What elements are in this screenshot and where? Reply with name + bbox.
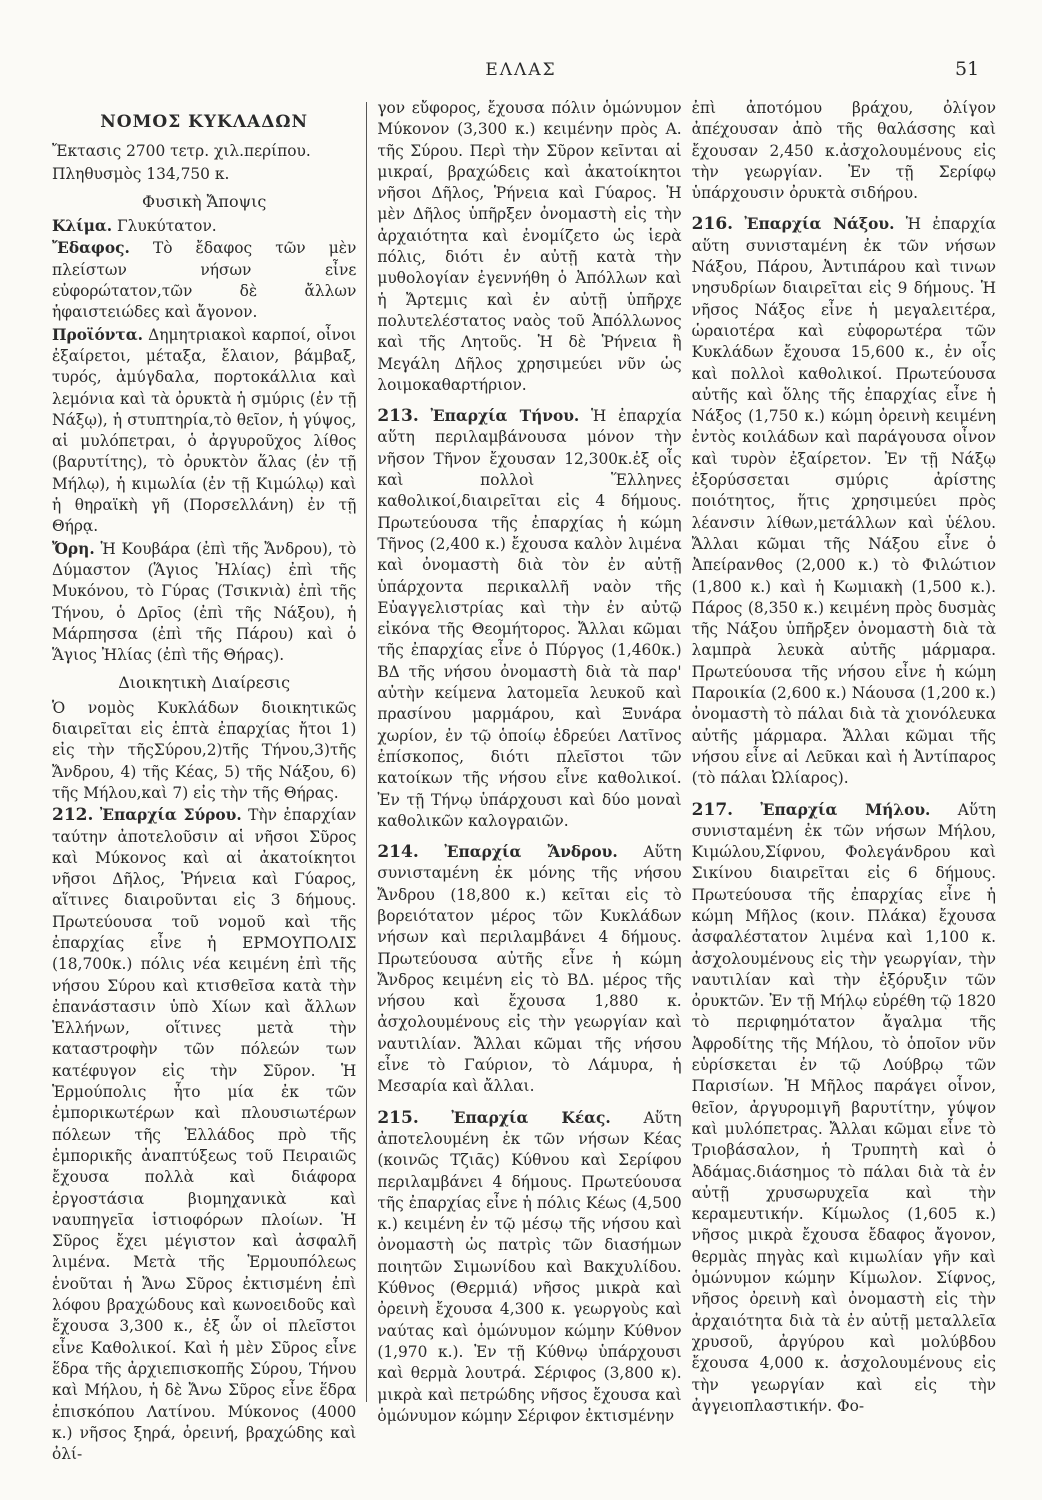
physical-heading: Φυσικὴ Ἄποψις	[141, 191, 267, 211]
page-number: 51	[955, 58, 980, 80]
section-212	[52, 805, 356, 1465]
population-line: Πληθυσμὸς 134,750 κ.	[52, 164, 230, 183]
section-214-number: 214.	[377, 842, 419, 863]
section-212-continued: γον εὔφορος, ἔχουσα πόλιν ὁμώνυμον Μύκονον (3,300 κ.) κειμένην πρὸς Α. τῆς Σύρου. Περὶ τὴν Σῦρον κεῖνται αἱ μικραί, βραχώδεις καὶ ἀκατοίκητοι νῆσοι Δῆλος, Ῥήνεια καὶ Γύαρος. Ἡ μὲν Δῆλος ὑπῆρξεν ὀνομαστὴ εἰς τὴν ἀρχαιότητα καὶ ἐνομίζετο ὡς ἱερὰ πόλις, διότι ἐν αὐτῇ κατὰ τὴν μυθολογίαν ἐγεννήθη ὁ Ἀπόλλων καὶ ἡ Ἄρτεμις καὶ ἐν αὐτῇ ὑπῆρχε πολυτελέστατος ναὸς τοῦ Ἀπόλλωνος καὶ τῆς Λητοῦς. Ἡ δὲ Ῥήνεια ἢ Μεγάλη Δῆλος χρησιμεύει νῦν ὡς λοιμοκαθαρτήριον.	[377, 99, 682, 394]
admin-paragraph: Ὁ νομὸς Κυκλάδων διοικητικῶς διαιρεῖται εἰς ἑπτὰ ἐπαρχίας ἤτοι 1) εἰς τὴν τῆςΣύρου,2)τῆς Τήνου,3)τῆς Ἄνδρου, 4) τῆς Κέας, 5) τῆς Νάξου, 6) τῆς Μήλου,καὶ 7) εἰς τὴν τῆς Θήρας.	[52, 698, 357, 802]
products-text: Δημητριακοὶ καρποί, οἶνοι ἐξαίρετοι, μέταξα, ἔλαιον, βάμβαξ, τυρός, ἀμύγδαλα, πορτοκάλλια καὶ λεμόνια καὶ τὰ ὀρυκτὰ ἡ σμύρις (ἐν τῇ Νάξῳ), ἡ στυπτηρία,τὸ θεῖον, ἡ γύψος, αἱ μυλόπετραι, ὁ ἀργυροῦχος λίθος (βαρυτίτης), τὸ ὀρυκτὸν ἅλας (ἐν τῇ Μήλῳ), ἡ κιμωλία (ἐν τῇ Κιμώλῳ) καὶ ἡ θηραϊκὴ γῆ (Πορσελλάνη) ἐν τῇ Θήρᾳ.	[52, 325, 357, 536]
section-215-text: Αὕτη ἀποτελουμένη ἐκ τῶν νήσων Κέας (κοινῶς Τζιᾶς) Κύθνου καὶ Σερίφου περιλαμβάνει 4 δήμους. Πρωτεύουσα τῆς ἐπαρχίας εἶνε ἡ πόλις Κέως (4,500 κ.) κειμένη ἐν τῷ μέσῳ τῆς νήσου καὶ ὀνομαστὴ ὡς πατρὶς τῶν διασήμων ποιητῶν Σιμωνίδου καὶ Βακχυλίδου. Κύθνος (Θερμιά) νῆσος μικρὰ καὶ ὀρεινὴ ἔχουσα 4,300 κ. γεωργοὺς καὶ ναύτας καὶ ὁμώνυμον κώμην Κύθνον (1,970 κ.). Ἐν τῇ Κύθνῳ ὑπάρχουσι καὶ θερμὰ λουτρά. Σέριφος (3,800 κ). μικρὰ καὶ πετρώδης νῆσος ἔχουσα καὶ ὁμώνυμον κώμην Σέριφον ἐκτισμένην	[377, 1108, 682, 1425]
section-217	[692, 800, 996, 1418]
text-columns	[52, 98, 996, 1468]
mountains-text: Ἡ Κουβάρα (ἐπὶ τῆς Ἄνδρου), τὸ Δύμαστον (Ἅγιος Ἠλίας) ἐπὶ τῆς Μυκόνου, τὸ Γύρας (Τσικνιὰ) ἐπὶ τῆς Τήνου, ὁ Δρῖος (ἐπὶ τῆς Νάξου), ἡ Μάρπησσα (ἐπὶ τῆς Πάρου) καὶ ὁ Ἅγιος Ἠλίας (ἐπὶ τῆς Θήρας).	[52, 539, 357, 665]
section-215	[377, 1108, 681, 1427]
nomos-title: ΝΟΜΟΣ ΚΥΚΛΑΔΩΝ	[100, 112, 309, 132]
climate-paragraph	[52, 216, 356, 237]
section-213-title: Ἐπαρχία Τήνου.	[430, 407, 580, 426]
mountains-label: Ὄρη.	[52, 539, 95, 558]
section-212-number: 212.	[52, 805, 94, 826]
section-213-number: 213.	[377, 406, 419, 427]
column-rule	[366, 102, 367, 1402]
section-215-number: 215.	[377, 1107, 419, 1128]
section-212-text: Τὴν ἐπαρχίαν ταύτην ἀποτελοῦσιν αἱ νῆσοι Σῦρος καὶ Μύκονος καὶ αἱ ἀκατοίκητοι νῆσοι Δῆλος, Ῥήνεια καὶ Γύαρος, αἵτινες διαιροῦνται εἰς 3 δήμους. Πρωτεύουσα τοῦ νομοῦ καὶ τῆς ἐπαρχίας εἶνε ἡ ΕΡΜΟΥΠΟΛΙΣ (18,700κ.) πόλις νέα κειμένη ἐπὶ τῆς νήσου Σύρου καὶ κτισθεῖσα κατὰ τὴν ἐπανάστασιν ὑπὸ Χίων καὶ ἄλλων Ἑλλήνων, οἵτινες μετὰ τὴν καταστροφὴν τῶν πόλεών των κατέφυγον εἰς τὴν Σῦρον. Ἡ Ἑρμούπολις ἦτο μία ἐκ τῶν ἐμπορικωτέρων καὶ πλουσιωτέρων πόλεων τῆς Ἑλλάδος πρὸ τῆς ἐμπορικῆς ἀναπτύξεως τοῦ Πειραιῶς ἔχουσα πολλὰ καὶ διάφορα ἐργοστάσια βιομηχανικὰ καὶ ναυπηγεῖα ἱστιοφόρων πλοίων. Ἡ Σῦρος ἔχει μέγιστον καὶ ἀσφαλῆ λιμένα. Μετὰ τῆς Ἑρμουπόλεως ἑνοῦται ἡ Ἄνω Σῦρος ἐκτισμένη ἐπὶ λόφου βραχώδους καὶ κωνοειδοῦς καὶ ἔχουσα 3,300 κ., ἐξ ὧν οἱ πλεῖστοι εἶνε Καθολικοί. Καὶ ἡ μὲν Σῦρος εἶνε ἕδρα τῆς ἀρχιεπισκοπῆς Σύρου, Τήνου καὶ Μήλου, ἡ δὲ Ἄνω Σῦρος εἶνε ἕδρα ἐπισκόπου Λατίνου. Μύκονος (4000 κ.) νῆσος ξηρά, ὀρεινή, βραχώδης καὶ ὀλί-	[52, 806, 357, 1464]
section-217-title: Ἐπαρχία Μήλου.	[760, 800, 931, 819]
soil-paragraph	[52, 238, 356, 323]
section-215-title: Ἐπαρχία Κέας.	[451, 1108, 611, 1127]
section-214-text: Αὕτη συνισταμένη ἐκ μόνης τῆς νήσου Ἄνδρου (18,800 κ.) κεῖται εἰς τὸ βορειότατον μέρος τῶν Κυκλάδων νήσων καὶ περιλαμβάνει 4 δήμους. Πρωτεύουσα αὐτῆς εἶνε ἡ κώμη Ἄνδρος κειμένη εἰς τὸ ΒΔ. μέρος τῆς νήσου καὶ ἔχουσα 1,880 κ. ἀσχολουμένους εἰς τὴν γεωργίαν καὶ ναυτιλίαν. Ἄλλαι κῶμαι τῆς νήσου εἶνε τὸ Γαύριον, τὸ Λάμυρα, ἡ Μεσαρία καὶ ἄλλαι.	[377, 843, 682, 1096]
section-216-text: Ἡ ἐπαρχία αὕτη συνισταμένη ἐκ τῶν νήσων Νάξου, Πάρου, Ἀντιπάρου καὶ τινων νησυδρίων διαιρεῖται εἰς 9 δήμους. Ἡ νῆσος Νάξος εἶνε ἡ μεγαλειτέρα, ὡραιοτέρα καὶ εὐφορωτέρα τῶν Κυκλάδων ἔχουσα 15,600 κ., ἐν οἷς καὶ πολλοὶ καθολικοί. Πρωτεύουσα αὐτῆς καὶ ὅλης τῆς ἐπαρχίας εἶνε ἡ Νάξος (1,750 κ.) κώμη ὀρεινὴ κειμένη ἐντὸς κοιλάδων καὶ παράγουσα οἶνον καὶ τυρὸν ἐξαίρετον. Ἐν τῇ Νάξῳ ἐξορύσσεται σμύρις ἀρίστης ποιότητος, ἥτις χρησιμεύει πρὸς λέανσιν λίθων,μετάλλων καὶ ὑέλου. Ἄλλαι κῶμαι τῆς Νάξου εἶνε ὁ Ἀπείρανθος (2,000 κ.) τὸ Φιλώτιον (1,800 κ.) καὶ ἡ Κωμιακὴ (1,500 κ.). Πάρος (8,350 κ.) κειμένη πρὸς δυσμὰς τῆς Νάξου ὑπῆρξεν ὀνομαστὴ διὰ τὰ λαμπρὰ λευκὰ αὐτῆς μάρμαρα. Πρωτεύουσα τῆς νήσου εἶνε ἡ κώμη Παροικία (2,600 κ.) Νάουσα (1,200 κ.) ὀνομαστὴ τὸ πάλαι διὰ τὰ χιονόλευκα αὐτῆς μάρμαρα. Ἄλλαι κῶμαι τῆς νήσου εἶνε αἱ Λεῦκαι καὶ ἡ Ἀντίπαρος (τὸ πάλαι Ὠλίαρος).	[691, 215, 996, 788]
section-212-title: Ἐπαρχία Σύρου.	[99, 806, 242, 825]
soil-label: Ἔδαφος.	[52, 239, 130, 258]
products-paragraph	[52, 325, 356, 538]
admin-heading: Διοικητικὴ Διαίρεσις	[118, 673, 291, 693]
soil-text: Τὸ ἔδαφος τῶν μὲν πλείστων νήσων εἶνε εὐφορώτατον,τῶν δὲ ἄλλων ἡφαιστειώδες καὶ ἄγονον.	[52, 239, 357, 322]
climate-label: Κλίμα.	[52, 217, 113, 236]
column-1	[52, 98, 356, 1468]
column-2	[377, 98, 681, 1468]
section-215-continued: ἐπὶ ἀποτόμου βράχου, ὀλίγον ἀπέχουσαν ἀπὸ τῆς θαλάσσης καὶ ἔχουσαν 2,450 κ.ἀσχολουμένους εἰς τὴν γεωργίαν. Ἐν τῇ Σερίφῳ ὑπάρχουσιν ὀρυκτὰ σιδήρου.	[691, 99, 996, 203]
column-3	[692, 98, 996, 1468]
section-216-number: 216.	[691, 214, 734, 235]
products-label: Προϊόντα.	[52, 325, 143, 344]
section-217-number: 217.	[691, 799, 734, 820]
mountains-paragraph	[52, 539, 356, 667]
section-213-text: Ἡ ἐπαρχία αὕτη περιλαμβάνουσα μόνον τὴν νῆσον Τῆνον ἔχουσαν 12,300κ.ἐξ οἷς καὶ πολλοὶ Ἕλληνες καθολικοί,διαιρεῖται εἰς 4 δήμους. Πρωτεύουσα τῆς ἐπαρχίας ἡ κώμη Τῆνος (2,400 κ.) ἔχουσα καλὸν λιμένα καὶ ὀνομαστὴ διὰ τὸν ἐν αὐτῇ ὑπάρχοντα περικαλλῆ ναὸν τῆς Εὐαγγελιστρίας καὶ τὴν ἐν αὐτῷ εἰκόνα τῆς Θεομήτορος. Ἄλλαι κῶμαι τῆς ἐπαρχίας εἶνε ὁ Πύργος (1,460κ.) ΒΔ τῆς νήσου ὀνομαστὴ διὰ τὰ παρ' αὐτὴν κείμενα λατομεῖα λευκοῦ καὶ πρασίνου μαρμάρου, καὶ Ξυνάρα χωρίον, ἐν τῷ ὁποίῳ ἑδρεύει Λατῖνος ἐπίσκοπος, διότι πλεῖστοι τῶν κατοίκων τῆς νήσου εἶνε καθολικοί. Ἐν τῇ Τήνῳ ὑπάρχουσι καὶ δύο μοναὶ καθολικῶν καλογραιῶν.	[377, 407, 682, 830]
section-217-text: Αὕτη συνισταμένη ἐκ τῶν νήσων Μήλου, Κιμώλου,Σίφνου, Φολεγάνδρου καὶ Σικίνου διαιρεῖται εἰς 6 δήμους. Πρωτεύουσα τῆς ἐπαρχίας εἶνε ἡ κώμη Μῆλος (κοιν. Πλάκα) ἔχουσα ἀσφαλέστατον λιμένα καὶ 1,100 κ. ἀσχολουμένους εἰς τὴν γεωργίαν, τὴν ναυτιλίαν καὶ τὴν ἐξόρυξιν τῶν ὀρυκτῶν. Ἐν τῇ Μήλῳ εὑρέθη τῷ 1820 τὸ περιφημότατον ἄγαλμα τῆς Ἀφροδίτης τῆς Μήλου, τὸ ὁποῖον νῦν εὑρίσκεται ἐν τῷ Λούβρῳ τῶν Παρισίων. Ἡ Μῆλος παράγει οἶνον, θεῖον, ἀργυρομιγῆ βαρυτίτην, γύψον καὶ μυλόπετρας. Ἄλλαι κῶμαι εἶνε τὸ Τριοβάσαλον, ἡ Τρυπητὴ καὶ ὁ Ἀδάμας.διάσημος τὸ πάλαι διὰ τὰ ἐν αὐτῇ χρυσωρυχεῖα καὶ τὴν κεραμευτικήν. Κίμωλος (1,605 κ.) νῆσος μικρὰ ἔχουσα ἔδαφος ἄγονον, θερμὰς πηγὰς καὶ κιμωλίαν γῆν καὶ ὁμώνυμον κώμην Κίμωλον. Σίφνος, νῆσος ὀρεινὴ καὶ ὀνομαστὴ εἰς τὴν ἀρχαιότητα διὰ τὰ ἐν αὐτῇ μεταλλεῖα χρυσοῦ, ἀργύρου καὶ μολύβδου ἔχουσα 4,000 κ. ἀσχολουμένους εἰς τὴν γεωργίαν καὶ εἰς τὴν ἀγγειοπλαστικήν. Φο-	[691, 800, 996, 1415]
area-line: Ἔκτασις 2700 τετρ. χιλ.περίπου.	[52, 142, 311, 161]
section-216	[692, 214, 996, 789]
section-214-title: Ἐπαρχία Ἄνδρου.	[444, 843, 618, 862]
running-head: ΕΛΛΑΣ	[485, 60, 557, 80]
section-214	[377, 842, 681, 1098]
section-216-title: Ἐπαρχία Νάξου.	[744, 215, 895, 234]
section-213	[377, 406, 681, 832]
climate-text: Γλυκύτατον.	[117, 217, 217, 236]
